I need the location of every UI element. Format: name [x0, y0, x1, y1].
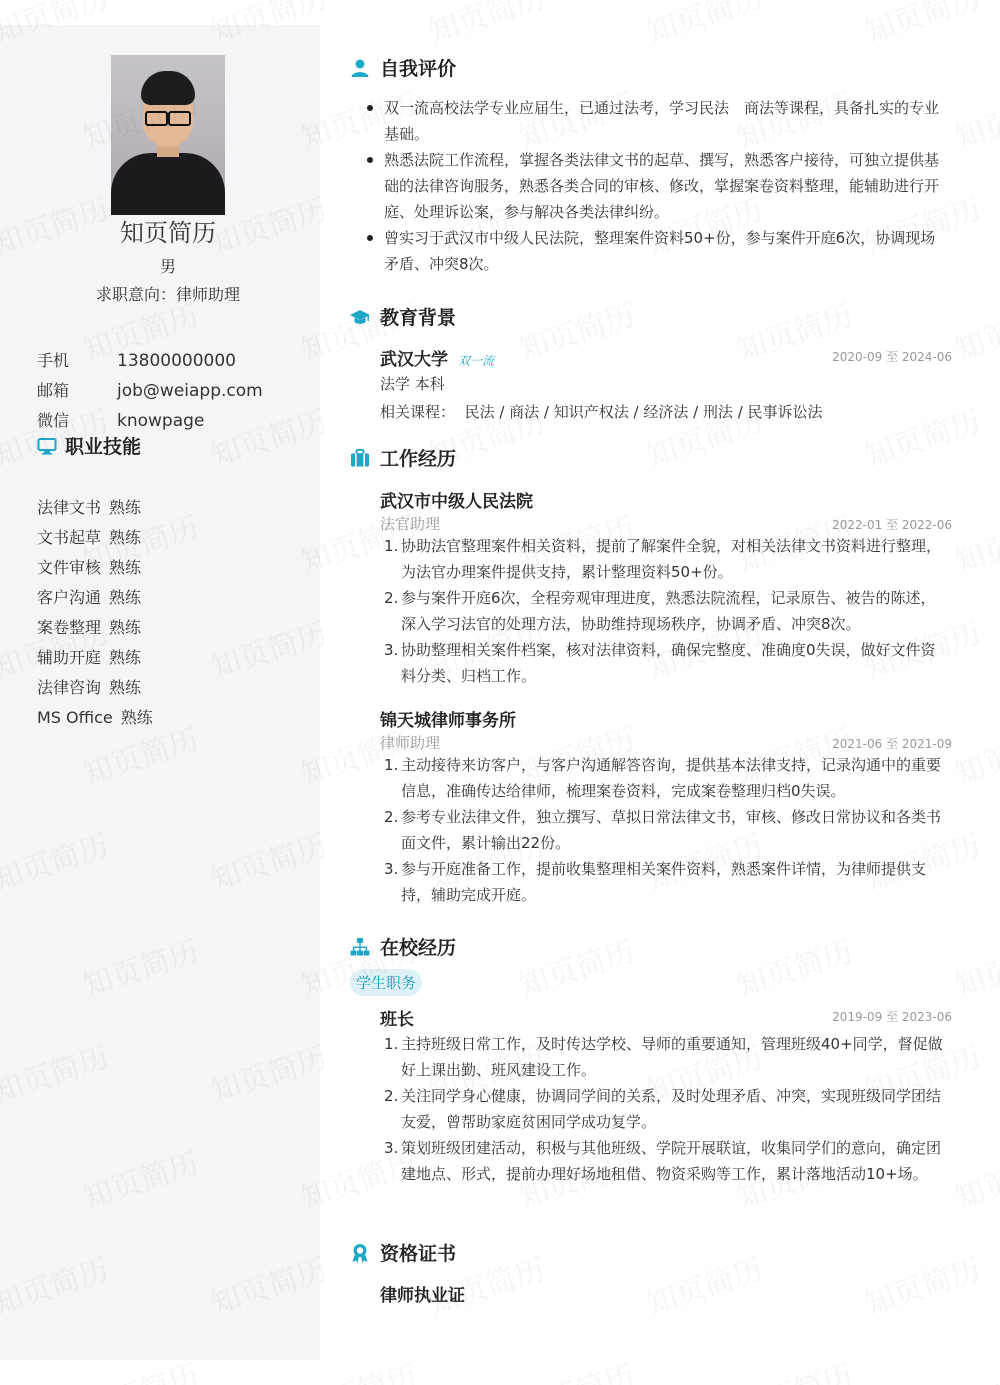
skill-item — [37, 615, 141, 638]
profile-gender: 男 — [159, 257, 176, 276]
contact-label: 邮箱 — [37, 381, 70, 400]
skill-item — [37, 705, 153, 728]
campus-item: 1. 主持班级日常工作，及时传达学校、导师的重要通知，管理班级40+同学，督促做好上课出勤、班风建设工作。 — [384, 1035, 943, 1079]
job-org: 武汉市中级人民法院 — [380, 492, 533, 512]
contact-value: knowpage — [117, 411, 205, 431]
skill-item — [37, 555, 141, 578]
job-org: 锦天城律师事务所 — [380, 711, 516, 731]
certs-heading — [350, 1239, 456, 1266]
job-item-text: 参与开庭准备工作，提前收集整理相关案件资料，熟悉案件详情，为律师提供支持，辅助完成开庭。 — [401, 860, 927, 904]
skill-name: 文件审核 — [37, 558, 102, 577]
skills-heading — [37, 432, 141, 459]
contact-email — [37, 378, 263, 401]
skill-level: 熟练 — [120, 708, 153, 727]
contact-value: job@weiapp.com — [117, 381, 263, 401]
campus-role: 班长 — [380, 1010, 414, 1030]
award-badge-icon — [350, 1243, 370, 1263]
job-item-text: 参考专业法律文件，独立撰写、草拟日常法律文书，审核、修改日常协议和各类书面文件，累计输出22份。 — [401, 808, 942, 852]
education-title: 教育背景 — [380, 307, 457, 329]
education-major: 法学 本科 — [380, 375, 445, 393]
education-date: 2020-09 至 2024-06 — [832, 350, 952, 364]
skill-level: 熟练 — [109, 678, 142, 697]
skill-item — [37, 585, 141, 608]
job-item-text: 协助法官整理案件相关资料，提前了解案件全貌，对相关法律文书资料进行整理，为法官办理案件提供支持，累计整理资料50+份。 — [401, 537, 942, 581]
skill-item — [37, 495, 141, 518]
job-role: 律师助理 — [380, 734, 441, 752]
campus-item: 2. 关注同学身心健康，协调同学间的关系，及时处理矛盾、冲突，实现班级同学团结友爱，曾帮助家庭贫困同学成功复学。 — [384, 1087, 942, 1131]
campus-heading — [350, 933, 456, 960]
job-date: 2021-06 至 2021-09 — [832, 737, 952, 751]
skill-item — [37, 675, 141, 698]
education-courses — [380, 401, 823, 422]
skill-level: 熟练 — [109, 498, 142, 517]
job-item: 1. 协助法官整理案件相关资料，提前了解案件全貌，对相关法律文书资料进行整理，为法官办理案件提供支持，累计整理资料50+份。 — [384, 537, 942, 581]
skill-level: 熟练 — [109, 528, 142, 547]
job-intent-label: 求职意向： — [95, 285, 176, 304]
campus-item-text: 策划班级团建活动，积极与其他班级、学院开展联谊，收集同学们的意向，确定团建地点、形式，提前办理好场地租借、物资采购等工作，累计落地活动10+场。 — [401, 1139, 942, 1183]
skill-name: MS Office — [37, 708, 113, 727]
campus-tag: 学生职务 — [350, 969, 422, 996]
job-item: 2. 参与案件开庭6次，全程旁观审理进度，熟悉法院流程，记录原告、被告的陈述，深入学习法官的处理方法，协助维持现场秩序，协调矛盾、冲突8次。 — [384, 589, 936, 633]
skill-level: 熟练 — [109, 648, 142, 667]
work-heading — [350, 444, 456, 471]
contact-wechat — [37, 408, 204, 431]
school-label: 武汉大学 — [380, 350, 448, 370]
job-intent-value: 律师助理 — [176, 285, 241, 304]
self-eval-item: 曾实习于武汉市中级人民法院，整理案件资料50+份，参与案件开庭6次，协调现场矛盾、冲突8次。 — [384, 225, 950, 277]
skill-item — [37, 645, 141, 668]
org-chart-icon — [350, 937, 370, 957]
job-item-text: 参与案件开庭6次，全程旁观审理进度，熟悉法院流程，记录原告、被告的陈述，深入学习法官的处理方法，协助维持现场秩序，协调矛盾、冲突8次。 — [401, 589, 936, 633]
skill-name: 法律文书 — [37, 498, 102, 517]
skill-name: 文书起草 — [37, 528, 102, 547]
campus-title: 在校经历 — [380, 937, 457, 959]
job-item: 3. 参与开庭准备工作，提前收集整理相关案件资料，熟悉案件详情，为律师提供支持，辅助完成开庭。 — [384, 860, 927, 904]
courses-value: 民法 / 商法 / 知识产权法 / 经济法 / 刑法 / 民事诉讼法 — [464, 403, 823, 421]
campus-item-text: 关注同学身心健康，协调同学间的关系，及时处理矛盾、冲突，实现班级同学团结友爱，曾帮助家庭贫困同学成功复学。 — [401, 1087, 942, 1131]
skills-title: 职业技能 — [65, 436, 142, 458]
user-icon — [350, 58, 370, 78]
contact-label: 微信 — [37, 411, 70, 430]
avatar — [111, 55, 225, 215]
job-item: 1. 主动接待来访客户，与客户沟通解答咨询，提供基本法律支持，记录沟通中的重要信息，准确传达给律师，梳理案卷资料，完成案卷整理归档0失误。 — [384, 756, 942, 800]
main-content — [350, 0, 960, 1385]
job-item-text: 主动接待来访客户，与客户沟通解答咨询，提供基本法律支持，记录沟通中的重要信息，准确传达给律师，梳理案卷资料，完成案卷整理归档0失误。 — [401, 756, 942, 800]
self-eval-title: 自我评价 — [380, 58, 457, 80]
skill-level: 熟练 — [109, 618, 142, 637]
skill-name: 客户沟通 — [37, 588, 102, 607]
monitor-icon — [37, 436, 57, 456]
job-date: 2022-01 至 2022-06 — [832, 518, 952, 532]
campus-item: 3. 策划班级团建活动，积极与其他班级、学院开展联谊，收集同学们的意向，确定团建地点、形式，提前办理好场地租借、物资采购等工作，累计落地活动10+场。 — [384, 1139, 942, 1183]
skill-name: 法律咨询 — [37, 678, 102, 697]
campus-date: 2019-09 至 2023-06 — [832, 1010, 952, 1024]
campus-item-text: 主持班级日常工作，及时传达学校、导师的重要通知，管理班级40+同学，督促做好上课出勤、班风建设工作。 — [401, 1035, 943, 1079]
job-item: 3. 协助整理相关案件档案，核对法律资料，确保完整度、准确度0失误，做好文件资料分类、归档工作。 — [384, 641, 936, 685]
skill-item — [37, 525, 141, 548]
contact-label: 手机 — [37, 351, 70, 370]
certs-title: 资格证书 — [380, 1243, 457, 1265]
courses-label: 相关课程： — [380, 403, 456, 421]
contact-phone — [37, 348, 236, 371]
profile-name: 知页简历 — [120, 219, 216, 247]
cert-item: 律师执业证 — [380, 1286, 465, 1306]
school-name — [380, 345, 494, 370]
education-heading — [350, 303, 456, 330]
skill-name: 辅助开庭 — [37, 648, 102, 667]
work-title: 工作经历 — [380, 448, 457, 470]
contact-value: 13800000000 — [117, 351, 236, 371]
school-tag: 双一流 — [458, 354, 495, 368]
graduation-cap-icon — [350, 307, 370, 327]
self-eval-item: 双一流高校法学专业应届生，已通过法考，学习民法 商法等课程，具备扎实的专业基础。 — [384, 95, 950, 147]
self-eval-item: 熟悉法院工作流程，掌握各类法律文书的起草、撰写，熟悉客户接待，可独立提供基础的法律咨询服务，熟悉各类合同的审核、修改，掌握案卷资料整理，能辅助进行开庭、处理诉讼案，参与解决各类法律纠纷。 — [384, 147, 950, 225]
job-intent — [0, 282, 336, 305]
skill-level: 熟练 — [109, 588, 142, 607]
job-item: 2. 参考专业法律文件，独立撰写、草拟日常法律文书，审核、修改日常协议和各类书面文件，累计输出22份。 — [384, 808, 942, 852]
job-item-text: 协助整理相关案件档案，核对法律资料，确保完整度、准确度0失误，做好文件资料分类、归档工作。 — [401, 641, 936, 685]
skill-name: 案卷整理 — [37, 618, 102, 637]
briefcase-icon — [350, 448, 370, 468]
self-eval-heading — [350, 54, 456, 81]
skill-level: 熟练 — [109, 558, 142, 577]
job-role: 法官助理 — [380, 515, 441, 533]
